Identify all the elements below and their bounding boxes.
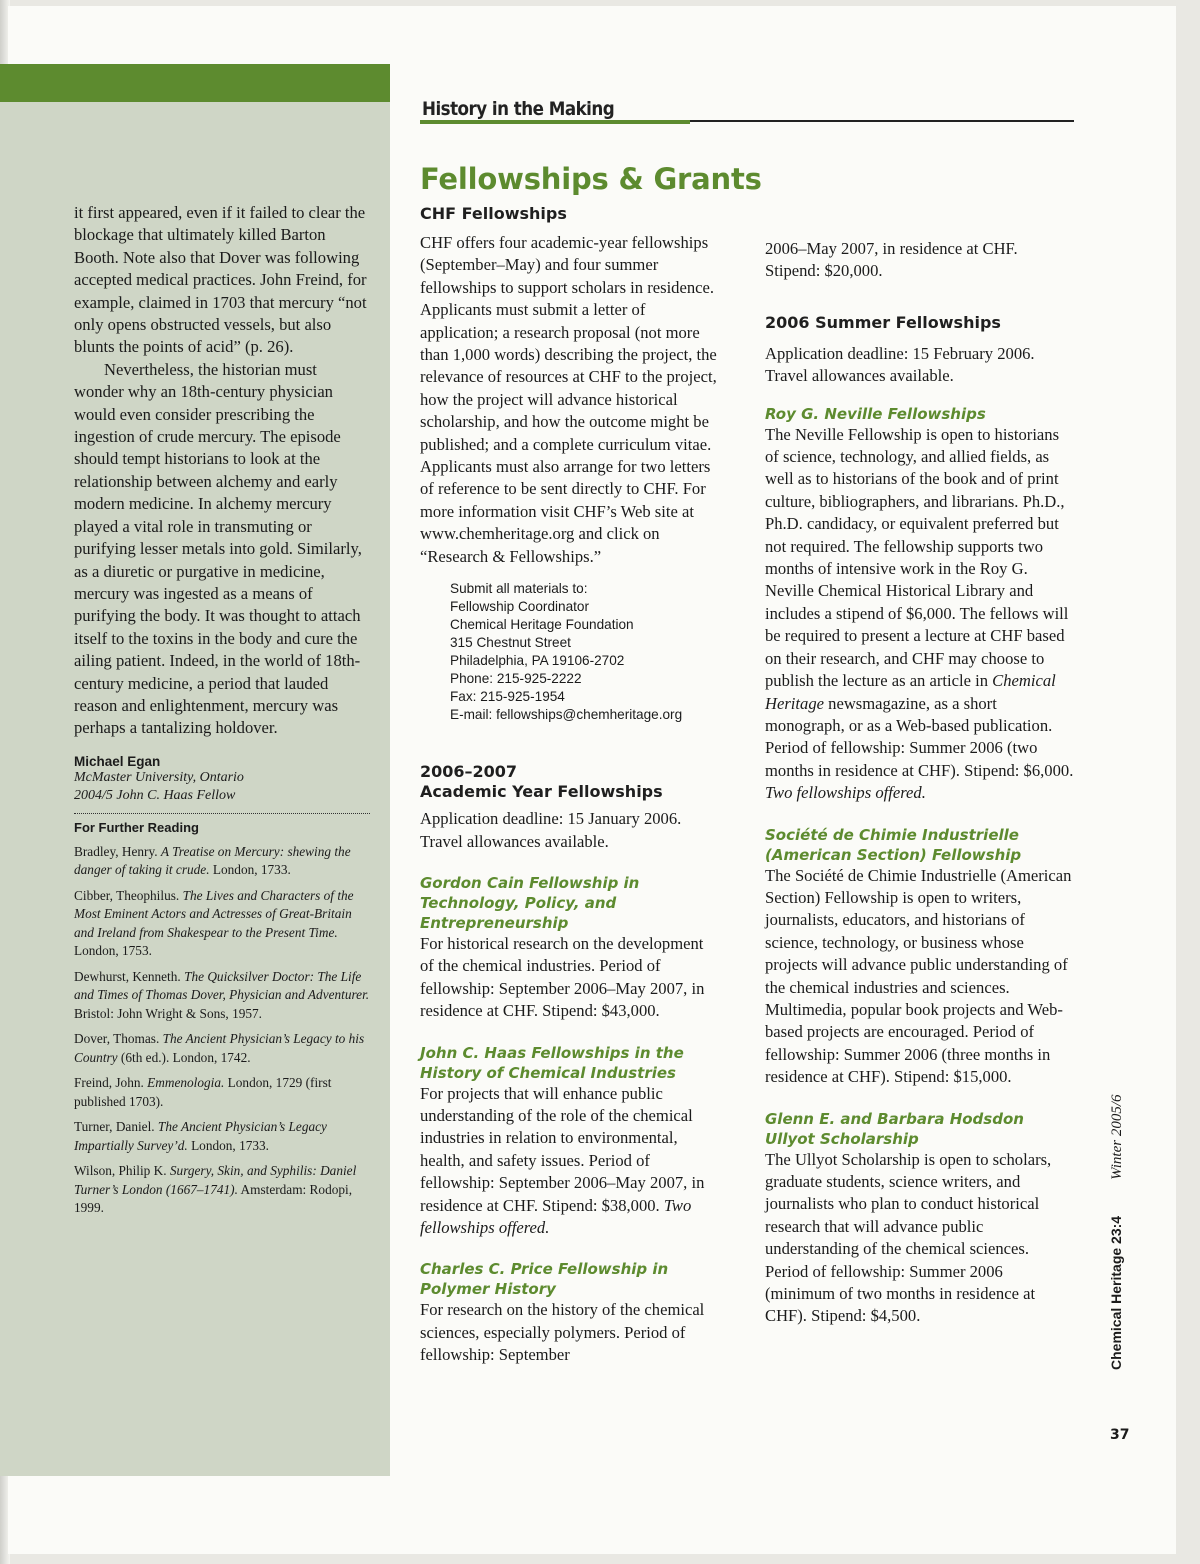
cain-fellowship-title: Gordon Cain Fellowship in Technology, Policy, and Entrepreneurship: [420, 873, 640, 932]
address-fax: Fax: 215-925-1954: [450, 689, 565, 705]
sidebar-paragraph: it first appeared, even if it failed to clear the blockage that ultimately killed Barton Booth. Note also that Dover was following accepted medical practices. John Freind, for example, claimed in 1703 that mercury “not only opens obstructed vessels, but also blunts the points of acid” (p. 26).: [74, 203, 367, 357]
author-affiliation: McMaster University, Ontario: [74, 769, 244, 785]
magazine-title: Chemical Heritage 23:4: [1108, 1215, 1124, 1370]
address-block: [450, 580, 720, 724]
section-header-title: History in the Making: [422, 98, 615, 120]
reference-item: Bradley, Henry. A Treatise on Mercury: shewing the danger of taking it crude. London, 1733.: [74, 843, 351, 878]
reference-item: Dewhurst, Kenneth. The Quicksilver Doctor: The Life and Times of Thomas Dover, Physician and Adventurer. Bristol: John Wright & Sons, 1957.: [74, 968, 370, 1021]
author-fellowship: 2004/5 John C. Haas Fellow: [74, 787, 236, 803]
price-fellowship-title: Charles C. Price Fellowship in Polymer History: [420, 1260, 669, 1299]
reference-item: Cibber, Theophilus. The Lives and Characters of the Most Eminent Actors and Actresses of Great-Britain and Ireland from Shakespear to the Present Time. London, 1753.: [74, 887, 354, 959]
sidebar-green-bar: [0, 64, 390, 102]
section-header-accent: [420, 120, 690, 124]
chf-fellowships-body: CHF offers four academic-year fellowships (September–May) and four summer fellowships to support scholars in residence. Applicants must submit a letter of application; a research proposal (not more than 1,000 words) describing the project, the relevance of resources at CHF to the project, how the project will advance historical scholarship, and how the outcome might be published; and a complete curriculum vitae. Applicants must also arrange for two letters of reference to be sent directly to CHF. For more information visit CHF’s Web site at www.chemheritage.org and click on “Research & Fellowships.”: [420, 233, 717, 566]
reference-item: Wilson, Philip K. Surgery, Skin, and Syphilis: Daniel Turner’s London (1667–1741). Amsterdam: Rodopi, 1999.: [74, 1163, 357, 1216]
summer-fellowships-heading: 2006 Summer Fellowships: [765, 312, 1001, 332]
neville-fellowship-title: Roy G. Neville Fellowships: [765, 404, 986, 423]
issue-date: Winter 2005/6: [1109, 1094, 1125, 1180]
reference-item: Dover, Thomas. The Ancient Physician’s Legacy to his Country (6th ed.). London, 1742.: [74, 1031, 365, 1065]
dotted-divider: [74, 813, 370, 814]
summer-deadline: Application deadline: 15 February 2006. Travel allowances available.: [765, 343, 1035, 386]
neville-fellowship-body: The Neville Fellowship is open to historians of science, technology, and allied fields, as well as to historians of the book and of print culture, bibliographers, and librarians. Ph.D., Ph.D. candidacy, or equivalent preferred but not required. The fellowship supports two months of intensive work in the Roy G. Neville Chemical Historical Library and includes a stipend of $6,000. The fellows will be required to present a lecture at CHF based on their research, and CHF may choose to publish the lecture as an article in Chemical Heritage newsmagazine, as a short monograph, or as a Web-based publication. Period of fellowship: Summer 2006 (two months in residence at CHF). Stipend: $6,000. Two fellowships offered.: [765, 424, 1074, 803]
ullyot-scholarship-body: The Ullyot Scholarship is open to scholars, graduate students, science writers, and journalists who plan to conduct historical research that will advance public understanding of the chemical sciences. Period of fellowship: Summer 2006 (minimum of two months in residence at CHF). Stipend: $4,500.: [765, 1149, 1052, 1326]
price-fellowship-body: For research on the history of the chemical sciences, especially polymers. Period of fellowship: September: [420, 1300, 705, 1365]
academic-deadline: Application deadline: 15 January 2006. Travel allowances available.: [420, 809, 682, 851]
address-intro: Submit all materials to:: [450, 581, 588, 597]
address-email: E-mail: fellowships@chemheritage.org: [450, 707, 683, 723]
academic-heading: 2006–2007 Academic Year Fellowships: [420, 762, 663, 802]
address-phone: Phone: 215-925-2222: [450, 671, 582, 687]
reference-item: Freind, John. Emmenologia. London, 1729 (first published 1703).: [74, 1075, 332, 1109]
right-column: [765, 238, 1075, 1328]
address-line: 315 Chestnut Street: [450, 635, 571, 651]
sci-fellowship-body: The Société de Chimie Industrielle (American Section) Fellowship is open to writers, journalists, educators, and historians of science, technology, or business whose projects will advance public understanding of the chemical industries and sciences. Multimedia, popular book projects and Web-based projects are encouraged. Period of fellowship: Summer 2006 (three months in residence at CHF). Stipend: $15,000.: [765, 865, 1072, 1087]
reference-item: Turner, Daniel. The Ancient Physician’s Legacy Impartially Survey’d. London, 1733.: [74, 1119, 327, 1153]
section-header-rule: [420, 120, 1074, 122]
address-line: Chemical Heritage Foundation: [450, 617, 634, 633]
author-name: Michael Egan: [74, 753, 161, 769]
ullyot-scholarship-title: Glenn E. and Barbara Hodsdon Ullyot Scholarship: [765, 1109, 1024, 1148]
address-line: Fellowship Coordinator: [450, 599, 590, 615]
author-block: [74, 754, 370, 805]
price-fellowship-continued: 2006–May 2007, in residence at CHF. Stipend: $20,000.: [765, 239, 1018, 281]
cain-fellowship-body: For historical research on the development of the chemical industries. Period of fellowship: September 2006–May 2007, in residence at CHF. Stipend: $43,000.: [420, 933, 705, 1021]
sidebar-paragraph: Nevertheless, the historian must wonder why an 18th-century physician would even consider prescribing the ingestion of crude mercury. The episode should tempt historians to look at the relationship between alchemy and early modern medicine. In alchemy mercury played a vital role in transmuting or purifying lesser metals into gold. Similarly, as a diuretic or purgative in medicine, mercury was ingested as a means of purifying the body. It was thought to attach itself to the toxins in the body and cure the ailing patient. Indeed, in the world of 18th-century medicine, a period that lauded reason and enlightenment, mercury was perhaps a tantalizing holdover.: [74, 359, 362, 738]
chf-fellowships-heading: CHF Fellowships: [420, 204, 567, 223]
sci-fellowship-title: Société de Chimie Industrielle (American Section) Fellowship: [765, 825, 1022, 864]
haas-fellowship-body: For projects that will enhance public understanding of the role of the chemical industries in relation to environmental, health, and safety issues. Period of fellowship: September 2006–May 2007, in residence at CHF. Stipend: $38,000. Two fellowships offered.: [420, 1083, 705, 1237]
address-line: Philadelphia, PA 19106-2702: [450, 653, 625, 669]
article-title: Fellowships & Grants: [420, 162, 762, 196]
further-reading-title: For Further Reading: [74, 819, 199, 835]
sidebar-column: [74, 202, 370, 1225]
middle-column: [420, 204, 720, 1367]
haas-fellowship-title: John C. Haas Fellowships in the History of Chemical Industries: [420, 1043, 684, 1082]
page-number: 37: [1110, 1427, 1130, 1443]
vertical-footer: [1108, 1095, 1126, 1371]
